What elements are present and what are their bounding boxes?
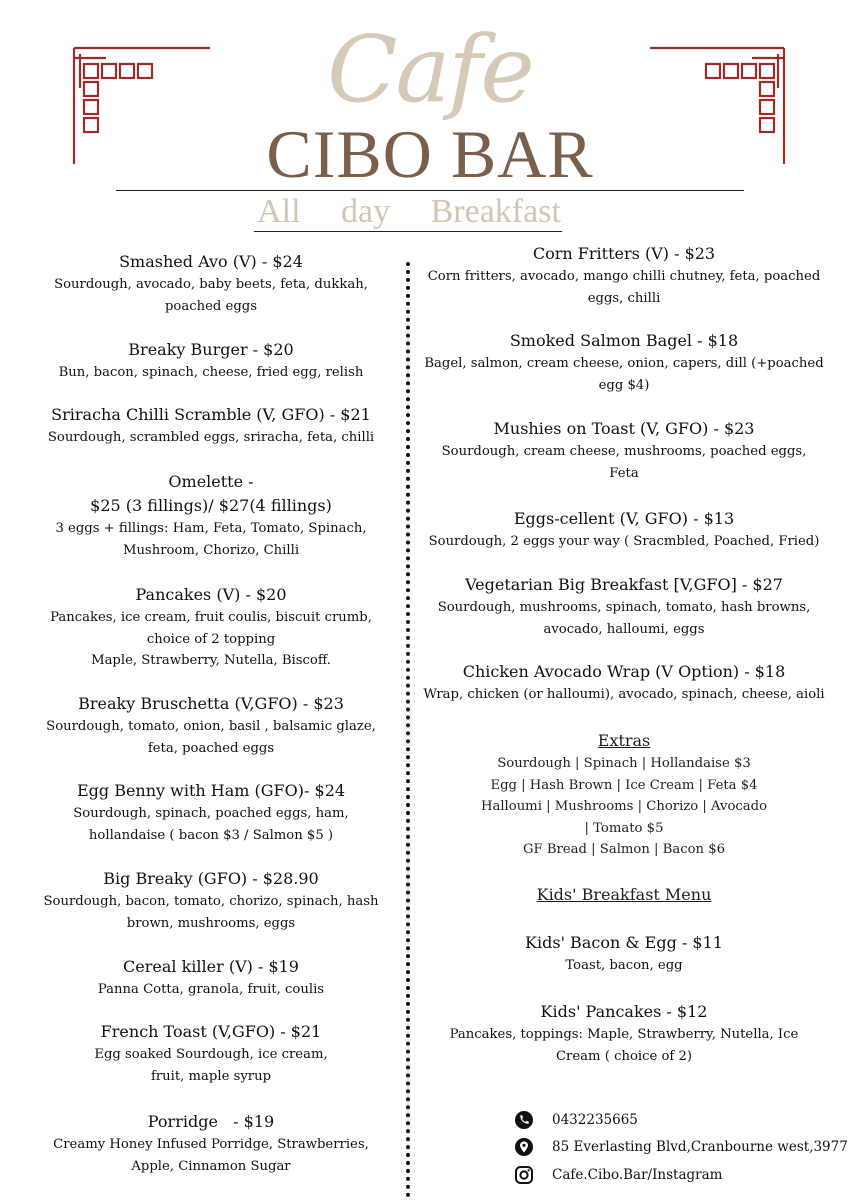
instagram-handle[interactable]: Cafe.Cibo.Bar/Instagram: [552, 1167, 723, 1183]
phone-number[interactable]: 0432235665: [552, 1112, 638, 1128]
menu-item-desc-line: Creamy Honey Infused Porridge, Strawberries,: [53, 1137, 369, 1152]
contact-address: [514, 1136, 854, 1158]
instagram-icon: [514, 1165, 534, 1185]
subtitle-all-day: All day: [257, 193, 391, 230]
menu-item-desc: [414, 353, 834, 396]
menu-item: [414, 573, 834, 640]
menu-item-desc-line: Toast, bacon, egg: [565, 958, 683, 973]
extras-line: Egg | Hash Brown | Ice Cream | Feta $4: [490, 777, 758, 793]
menu-item-desc-line: Apple, Cinnamon Sugar: [131, 1158, 291, 1174]
menu-subtitle: [254, 192, 564, 232]
menu-item-desc: [414, 1024, 834, 1067]
menu-item: [30, 583, 392, 672]
menu-item-desc: [30, 716, 392, 759]
kids-section: [414, 883, 834, 907]
address-text[interactable]: 85 Everlasting Blvd,Cranbourne west,3977: [552, 1139, 848, 1155]
menu-item-desc-line: Feta: [609, 465, 639, 481]
menu-item-desc-line: Sourdough, bacon, tomato, chorizo, spinach, hash: [43, 894, 379, 909]
header-rule: [116, 190, 744, 191]
menu-item: [30, 1110, 392, 1177]
menu-item-title: Vegetarian Big Breakfast [V,GFO] - $27: [465, 575, 783, 594]
menu-item-title: Breaky Bruschetta (V,GFO) - $23: [78, 694, 344, 713]
menu-item: [414, 931, 834, 977]
menu-item-title: Sriracha Chilli Scramble (V, GFO) - $21: [51, 405, 371, 424]
menu-item-title-line-2: $25 (3 fillings)/ $27(4 fillings): [90, 496, 332, 515]
contact-phone: [514, 1109, 854, 1131]
menu-item-desc-line: Sourdough, spinach, poached eggs, ham,: [73, 806, 349, 821]
menu-item-desc: [30, 427, 392, 449]
menu-item-desc: [30, 607, 392, 672]
menu-item: [30, 470, 392, 561]
menu-item: [414, 242, 834, 309]
menu-item: [30, 867, 392, 934]
menu-item: [414, 417, 834, 484]
menu-item-desc-line: Pancakes, toppings: Maple, Strawberry, Nutella, Ice: [449, 1027, 799, 1042]
menu-item-desc: [414, 441, 834, 484]
phone-icon: [514, 1110, 534, 1130]
menu-item-title: Chicken Avocado Wrap (V Option) - $18: [462, 662, 786, 681]
menu-item-title: Smashed Avo (V) - $24: [119, 252, 303, 271]
menu-item-desc-line: Maple, Strawberry, Nutella, Biscoff.: [91, 653, 331, 668]
menu-item-desc-line: Corn fritters, avocado, mango chilli chutney, feta, poached: [427, 269, 821, 284]
menu-item-title: Cereal killer (V) - $19: [123, 957, 299, 976]
menu-item-desc: [30, 362, 392, 384]
menu-item-title: Porridge - $19: [147, 1112, 275, 1131]
menu-item-title: Kids' Pancakes - $12: [540, 1002, 708, 1021]
menu-item-desc-line: Cream ( choice of 2): [555, 1048, 693, 1064]
menu-item: [414, 507, 834, 553]
menu-item-desc-line: Sourdough, scrambled eggs, sriracha, feta, chilli: [47, 430, 375, 445]
menu-item-title: Egg Benny with Ham (GFO)- $24: [76, 781, 346, 800]
menu-item-desc-line: Sourdough, cream cheese, mushrooms, poached eggs,: [441, 444, 807, 459]
menu-item: [414, 329, 834, 396]
menu-item-desc-line: avocado, halloumi, eggs: [543, 621, 705, 637]
menu-item-title: Big Breaky (GFO) - $28.90: [103, 869, 319, 888]
menu-item: [30, 338, 392, 384]
extras-line: Halloumi | Mushrooms | Chorizo | Avocado: [480, 799, 768, 814]
menu-item-desc: [30, 1134, 392, 1177]
menu-item: [30, 779, 392, 846]
menu-item: [30, 692, 392, 759]
menu-item-desc-line: eggs, chilli: [587, 290, 661, 306]
menu-item-desc: [414, 531, 834, 553]
menu-item-desc: [30, 1044, 392, 1087]
menu-item: [30, 250, 392, 317]
contact-instagram: [514, 1164, 854, 1186]
menu-item-desc-line: Pancakes, ice cream, fruit coulis, biscuit crumb,: [50, 610, 372, 625]
menu-item: [414, 1000, 834, 1067]
menu-item-title: Eggs-cellent (V, GFO) - $13: [513, 509, 735, 528]
menu-item-title: Mushies on Toast (V, GFO) - $23: [493, 419, 755, 438]
menu-item-desc-line: Bagel, salmon, cream cheese, onion, capers, dill (+poached: [424, 356, 824, 371]
menu-item: [30, 1020, 392, 1087]
menu-item-desc-line: feta, poached eggs: [147, 740, 275, 756]
kids-menu-title: Kids' Breakfast Menu: [536, 885, 712, 904]
extras-line: GF Bread | Salmon | Bacon $6: [522, 842, 726, 857]
menu-item-desc: [414, 597, 834, 640]
menu-item-desc: [414, 955, 834, 977]
menu-item-desc-line: Bun, bacon, spinach, cheese, fried egg, relish: [58, 365, 364, 380]
menu-item-desc: [414, 266, 834, 309]
menu-item: [30, 403, 392, 449]
subtitle-rule: [254, 231, 562, 232]
menu-item-title: Pancakes (V) - $20: [135, 585, 287, 604]
menu-item-title: Breaky Burger - $20: [128, 340, 294, 359]
subtitle-breakfast: Breakfast: [430, 193, 561, 230]
menu-item-desc-line: choice of 2 topping: [146, 631, 276, 647]
menu-item-desc-line: hollandaise ( bacon $3 / Salmon $5 ): [88, 827, 334, 843]
menu-item-desc: [414, 684, 834, 706]
menu-item-title: Corn Fritters (V) - $23: [532, 244, 716, 263]
menu-item-title: Smoked Salmon Bagel - $18: [509, 331, 739, 350]
menu-item-desc: [30, 274, 392, 317]
cafe-script-title: Cafe: [327, 16, 533, 123]
extras-line: | Tomato $5: [584, 820, 664, 836]
menu-item-desc-line: Sourdough, mushrooms, spinach, tomato, hash browns,: [437, 600, 811, 615]
menu-item-desc-line: fruit, maple syrup: [150, 1068, 272, 1084]
menu-item-desc-line: Sourdough, 2 eggs your way ( Sracmbled, Poached, Fried): [428, 534, 820, 549]
extras-line: Sourdough | Spinach | Hollandaise $3: [497, 756, 751, 771]
menu-item-desc-line: brown, mushrooms, eggs: [126, 915, 296, 931]
menu-item-desc-line: Sourdough, avocado, baby beets, feta, dukkah,: [54, 277, 368, 292]
menu-item: [414, 660, 834, 706]
menu-item-desc-line: Panna Cotta, granola, fruit, coulis: [97, 982, 325, 997]
menu-item-desc-line: 3 eggs + fillings: Ham, Feta, Tomato, Spinach,: [55, 521, 367, 536]
menu-item-title: French Toast (V,GFO) - $21: [100, 1022, 322, 1041]
menu-item-title: Omelette -: [168, 472, 254, 491]
location-pin-icon: [514, 1137, 534, 1157]
brand-name: CIBO BAR: [266, 116, 594, 192]
menu-item-desc-line: Egg soaked Sourdough, ice cream,: [94, 1047, 328, 1062]
menu-item-desc-line: egg $4): [598, 377, 650, 393]
menu-item-desc-line: Sourdough, tomato, onion, basil , balsamic glaze,: [46, 719, 376, 734]
column-divider: [406, 262, 410, 1198]
menu-item-title: Kids' Bacon & Egg - $11: [525, 933, 723, 952]
menu-item: [30, 955, 392, 1001]
menu-item-desc-line: poached eggs: [164, 298, 258, 314]
extras-section: [414, 729, 834, 861]
extras-title: Extras: [597, 731, 651, 750]
menu-item-desc: [30, 803, 392, 846]
menu-item-desc: [30, 518, 392, 561]
menu-item-desc: [30, 891, 392, 934]
menu-item-desc: [30, 979, 392, 1001]
menu-item-desc-line: Mushroom, Chorizo, Chilli: [122, 542, 300, 558]
menu-item-desc-line: Wrap, chicken (or halloumi), avocado, spinach, cheese, aioli: [423, 687, 825, 702]
